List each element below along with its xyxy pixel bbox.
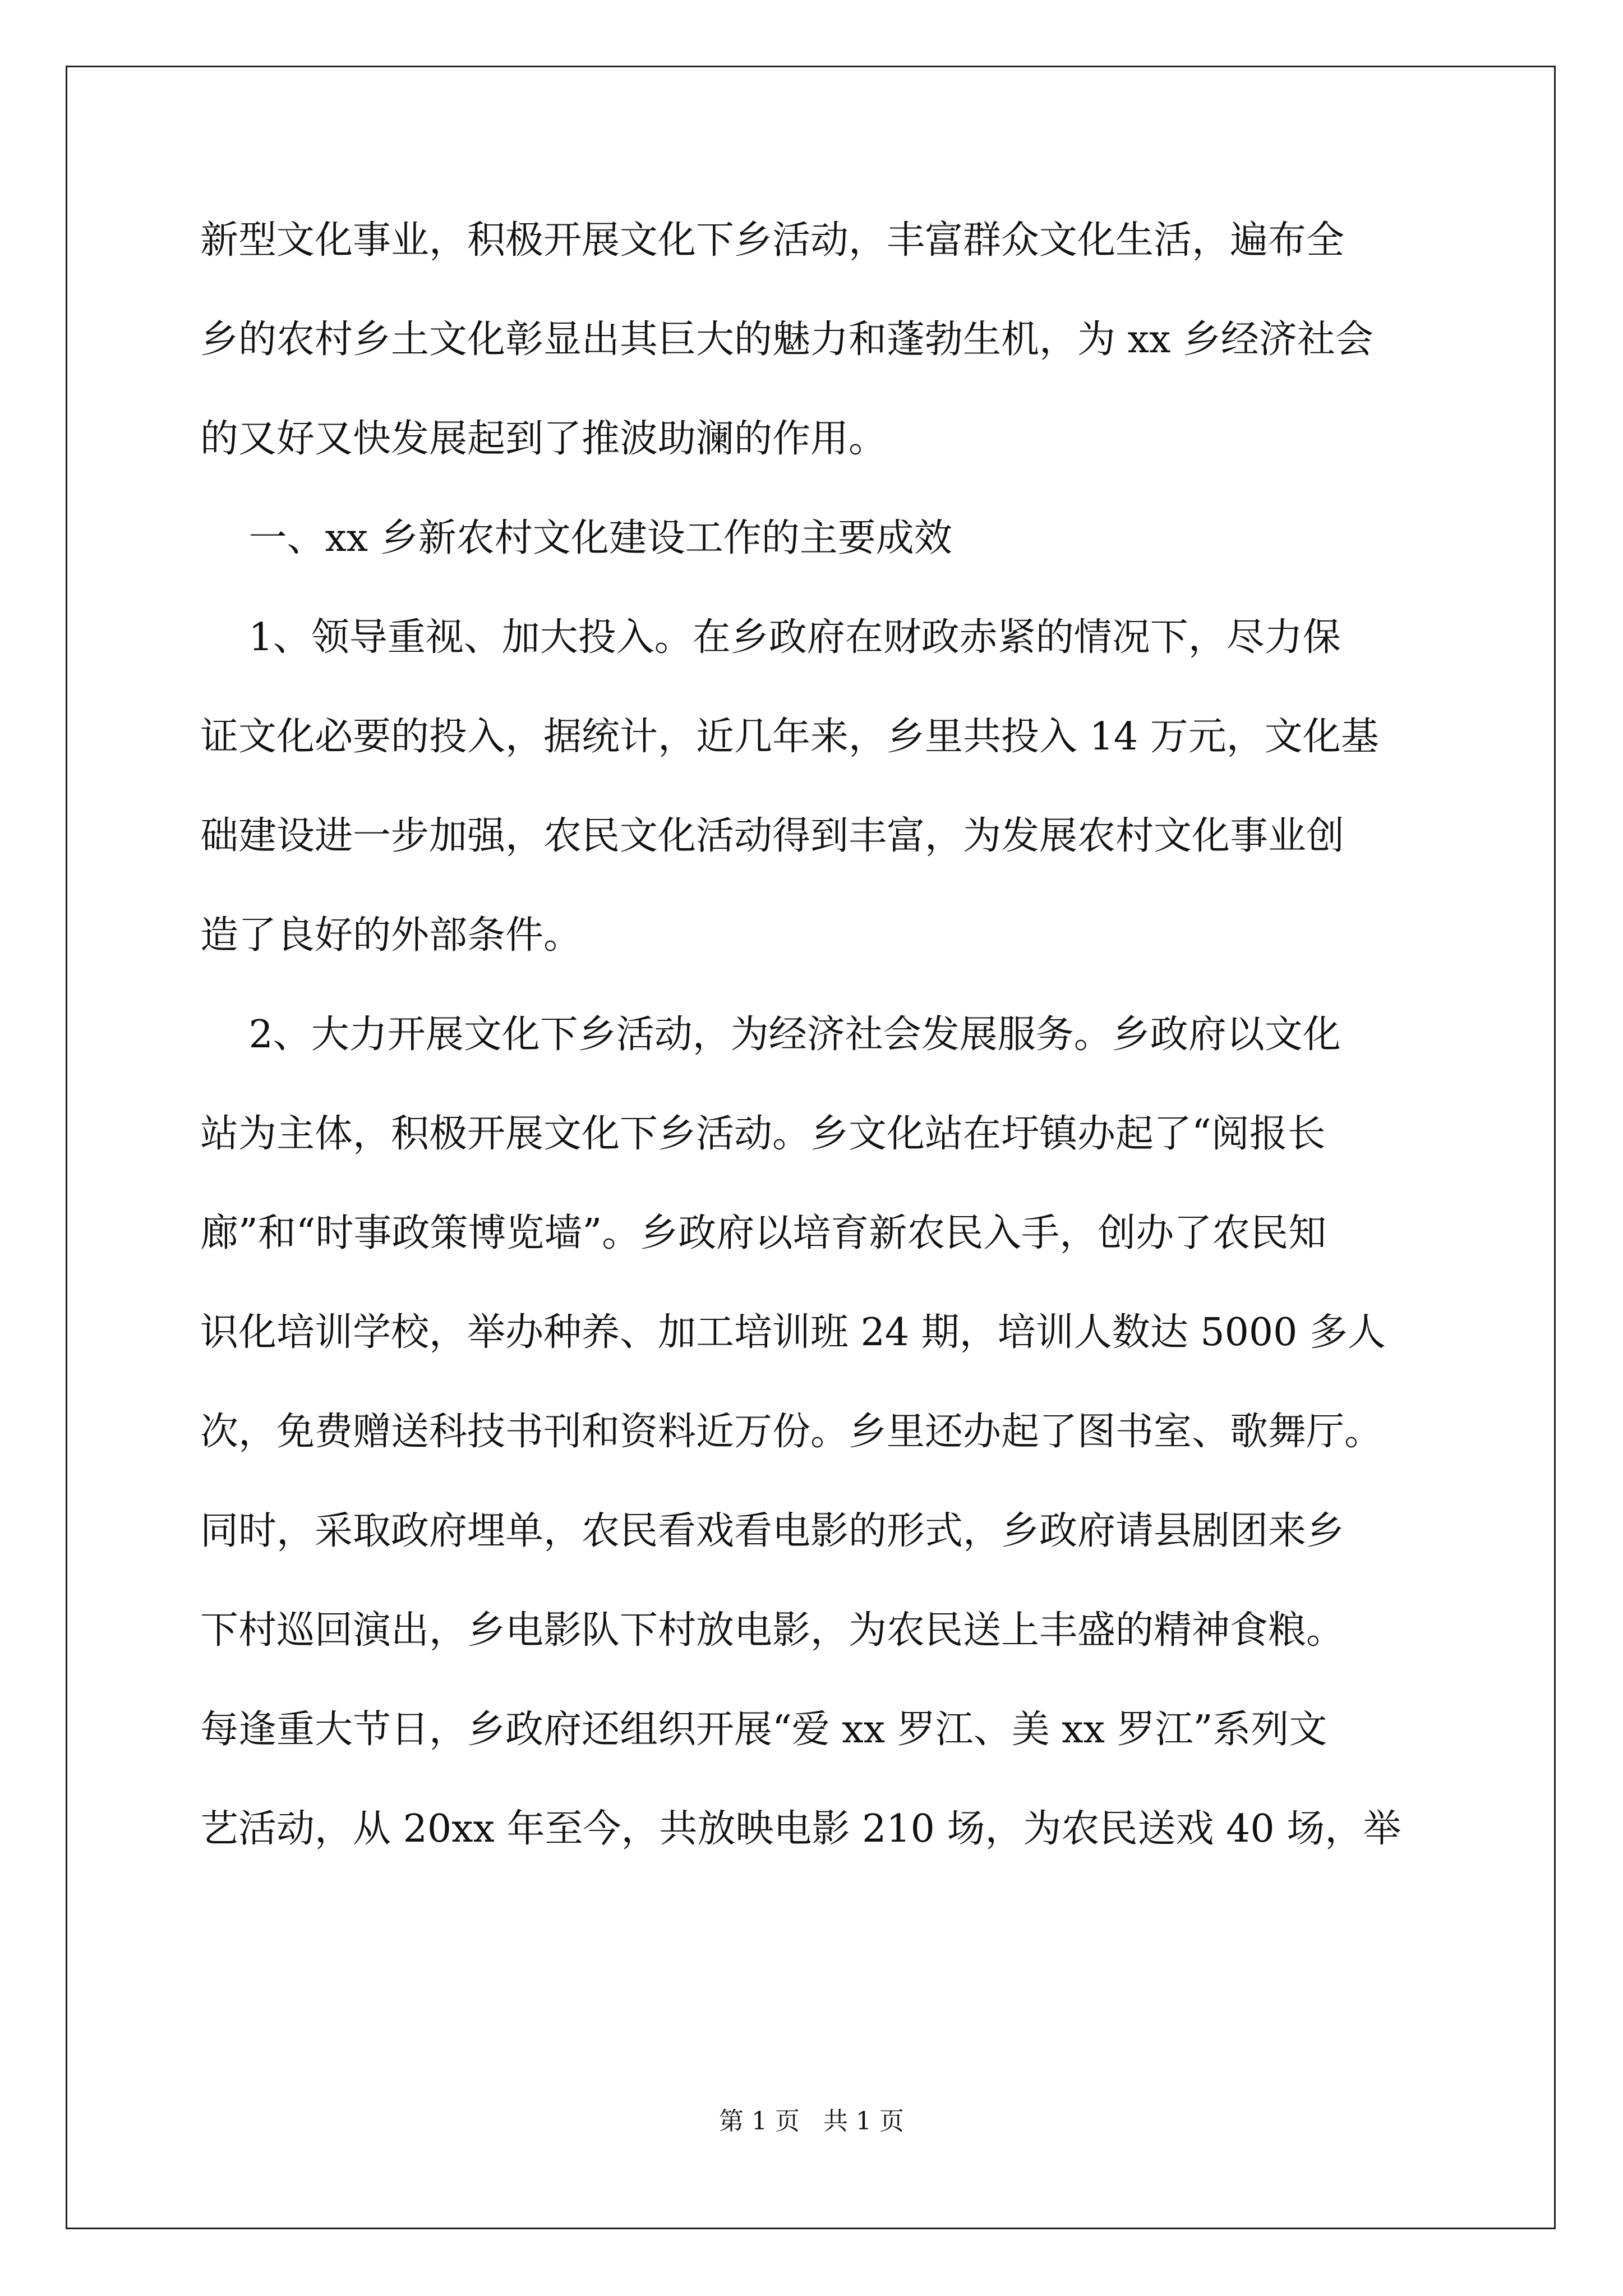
text-line: 艺活动，从 20xx 年至今，共放映电影 210 场，为农民送戏 40 场，举 xyxy=(200,1807,1401,1851)
text-line: 廊”和“时事政策博览墙”。乡政府以培育新农民入手，创办了农民知 xyxy=(200,1211,1327,1255)
text-line: 乡的农村乡土文化彰显出其巨大的魅力和蓬勃生机，为 xx 乡经济社会 xyxy=(200,318,1373,362)
section-heading: 一、xx 乡新农村文化建设工作的主要成效 xyxy=(200,516,952,560)
text-line: 础建设进一步加强，农民文化活动得到丰富，为发展农村文化事业创 xyxy=(200,814,1345,858)
text-line: 下村巡回演出，乡电影队下村放电影，为农民送上丰盛的精神食粮。 xyxy=(200,1608,1345,1653)
text-line: 2、大力开展文化下乡活动，为经济社会发展服务。乡政府以文化 xyxy=(200,1013,1341,1057)
text-line: 1、领导重视、加大投入。在乡政府在财政赤紧的情况下，尽力保 xyxy=(200,615,1341,660)
text-line: 站为主体，积极开展文化下乡活动。乡文化站在圩镇办起了“阅报长 xyxy=(200,1112,1326,1156)
text-line: 每逢重大节日，乡政府还组织开展“爱 xx 罗江、美 xx 罗江”系列文 xyxy=(200,1708,1327,1752)
text-line: 证文化必要的投入，据统计，近几年来，乡里共投入 14 万元，文化基 xyxy=(200,715,1379,759)
text-line: 识化培训学校，举办种养、加工培训班 24 期，培训人数达 5000 多人 xyxy=(200,1310,1386,1355)
text-line: 的又好又快发展起到了推波助澜的作用。 xyxy=(200,417,887,461)
text-line: 新型文化事业，积极开展文化下乡活动，丰富群众文化生活，遍布全 xyxy=(200,218,1345,263)
page-number-footer: 第 1 页 共 1 页 xyxy=(719,2107,904,2136)
text-line: 次，免费赠送科技书刊和资料近万份。乡里还办起了图书室、歌舞厅。 xyxy=(200,1410,1383,1454)
text-line: 造了良好的外部条件。 xyxy=(200,913,582,958)
text-line: 同时，采取政府埋单，农民看戏看电影的形式，乡政府请县剧团来乡 xyxy=(200,1509,1345,1553)
document-body xyxy=(200,191,1468,1879)
